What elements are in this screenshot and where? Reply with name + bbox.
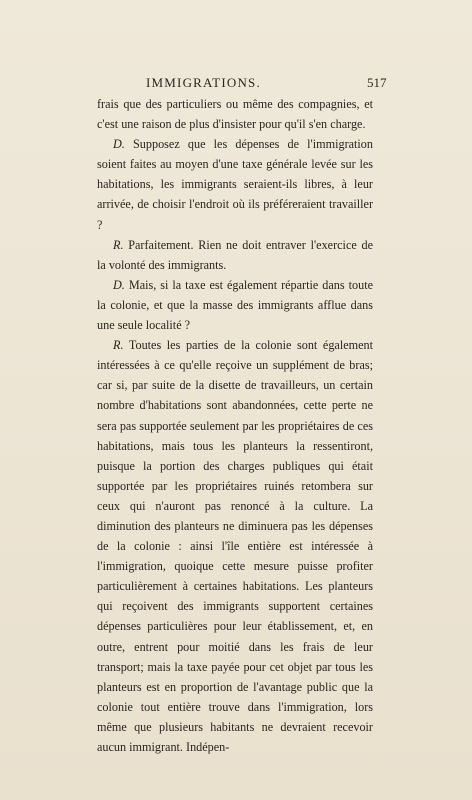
paragraph-text: Toutes les parties de la colonie sont également intéressées à ce qu'elle reçoive un supplément de bras; car si, par suite de la disette de travailleurs, un certain nombre d'habitations sont abandonnées, cette perte ne sera pas supportée seulement par les propriétaires de ces habitations, mais tous les planteurs la ressentiront, puisque la portion des charges publiques qui était supportée par les propriétaires ruinés retombera sur ceux qui n'auront pas renoncé à la culture. La diminution des planteurs ne diminuera pas les dépenses de la colonie : ainsi l'île entière est intéressée à l'immigration, quoique cette mesure puisse profiter particulièrement à certaines habitations. Les planteurs qui reçoivent des immigrants supportent certaines dépenses particulières pour leur établissement, et, en outre, entrent pour moitié dans les frais de leur transport; mais la taxe payée pour cet objet par tous les planteurs est en proportion de l'avantage public que la colonie tout entière trouve dans l'immigration, lors même que plusieurs habitants ne devraient recevoir aucun immigrant. Indépen- xyxy=(97,338,373,754)
speaker-label: R. xyxy=(113,237,124,252)
page-header xyxy=(0,75,472,91)
speaker-label: D. xyxy=(113,137,125,152)
body-text xyxy=(97,94,373,757)
paragraph-continuation xyxy=(97,94,373,134)
page-number: 517 xyxy=(367,75,387,90)
paragraph-answer xyxy=(97,235,373,275)
paragraph-text: frais que des particuliers ou même des compagnies, et c'est une raison de plus d'insister pour qu'il s'en charge. xyxy=(97,97,373,132)
paragraph-question xyxy=(97,275,373,335)
speaker-label: R. xyxy=(113,338,124,353)
running-title: IMMIGRATIONS. xyxy=(146,75,261,90)
paragraph-question xyxy=(97,134,373,234)
paragraph-text: Supposez que les dépenses de l'immigration soient faites au moyen d'une taxe générale levée sur les habitations, les immigrants seraient-ils libres, à leur arrivée, de choisir l'endroit où ils préféreraient travailler ? xyxy=(97,137,373,232)
paragraph-text: Mais, si la taxe est également répartie dans toute la colonie, et que la masse des immigrants afflue dans une seule localité ? xyxy=(97,277,373,333)
paragraph-answer xyxy=(97,335,373,757)
paragraph-text: Parfaitement. Rien ne doit entraver l'exercice de la volonté des immigrants. xyxy=(97,237,373,272)
speaker-label: D. xyxy=(113,277,125,292)
